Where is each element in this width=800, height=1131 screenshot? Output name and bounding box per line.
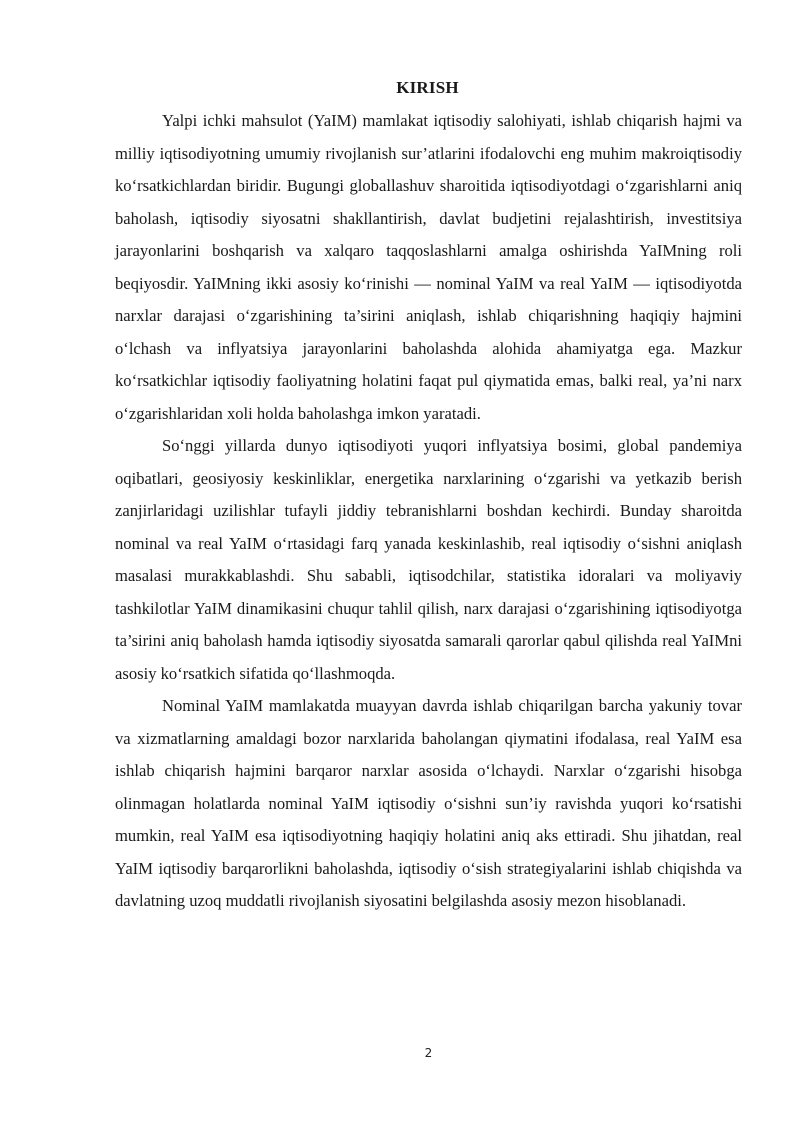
page-number: 2 bbox=[424, 1046, 433, 1060]
body-text bbox=[115, 105, 742, 918]
paragraph-1: Yalpi ichki mahsulot (YaIM) mamlakat iqtisodiy salohiyati, ishlab chiqarish hajmi va milliy iqtisodiyotning umumiy rivojlanish sur’atlarini ifodalovchi eng muhim makroiqtisodiy ko‘rsatkichlardan biridir. Bugungi globallashuv sharoitida iqtisodiyotdagi o‘zgarishlarni aniq baholash, iqtisodiy siyosatni shakllantirish, davlat budjetini rejalashtirish, investitsiya jarayonlarini boshqarish va xalqaro taqqoslashlarni amalga oshirishda YaIMning roli beqiyosdir. YaIMning ikki asosiy ko‘rinishi — nominal YaIM va real YaIM — iqtisodiyotda narxlar darajasi o‘zgarishining ta’sirini aniqlash, ishlab chiqarishning haqiqiy hajmini o‘lchash va inflyatsiya jarayonlarini baholashda alohida ahamiyatga ega. Mazkur ko‘rsatkichlar iqtisodiy faoliyatning holatini faqat pul qiymatida emas, balki real, ya’ni narx o‘zgarishlaridan xoli holda baholashga imkon yaratadi. bbox=[115, 111, 742, 423]
section-heading: KIRISH bbox=[396, 78, 459, 97]
paragraph-2: So‘nggi yillarda dunyo iqtisodiyoti yuqori inflyatsiya bosimi, global pandemiya oqibatlari, geosiyosiy keskinliklar, energetika narxlarining o‘zgarishi va yetkazib berish zanjirlaridagi uzilishlar tufayli jiddiy tebranishlarni boshdan kechirdi. Bunday sharoitda nominal va real YaIM o‘rtasidagi farq yanada keskinlashib, real iqtisodiy o‘sishni aniqlash masalasi murakkablashdi. Shu sababli, iqtisodchilar, statistika idoralari va moliyaviy tashkilotlar YaIM dinamikasini chuqur tahlil qilish, narx darajasi o‘zgarishining iqtisodiyotga ta’sirini aniq baholash hamda iqtisodiy siyosatda samarali qarorlar qabul qilishda real YaIMni asosiy ko‘rsatkich sifatida qo‘llashmoqda. bbox=[115, 436, 742, 683]
paragraph-3: Nominal YaIM mamlakatda muayyan davrda ishlab chiqarilgan barcha yakuniy tovar va xizmatlarning amaldagi bozor narxlarida baholangan qiymatini ifodalasa, real YaIM esa ishlab chiqarish hajmini barqaror narxlar asosida o‘lchaydi. Narxlar o‘zgarishi hisobga olinmagan holatlarda nominal YaIM iqtisodiy o‘sishni sun’iy ravishda yuqori ko‘rsatishi mumkin, real YaIM esa iqtisodiyotning haqiqiy holatini aniq aks ettiradi. Shu jihatdan, real YaIM iqtisodiy barqarorlikni baholashda, iqtisodiy o‘sish strategiyalarini ishlab chiqishda va davlatning uzoq muddatli rivojlanish siyosatini belgilashda asosiy mezon hisoblanadi. bbox=[115, 696, 742, 910]
